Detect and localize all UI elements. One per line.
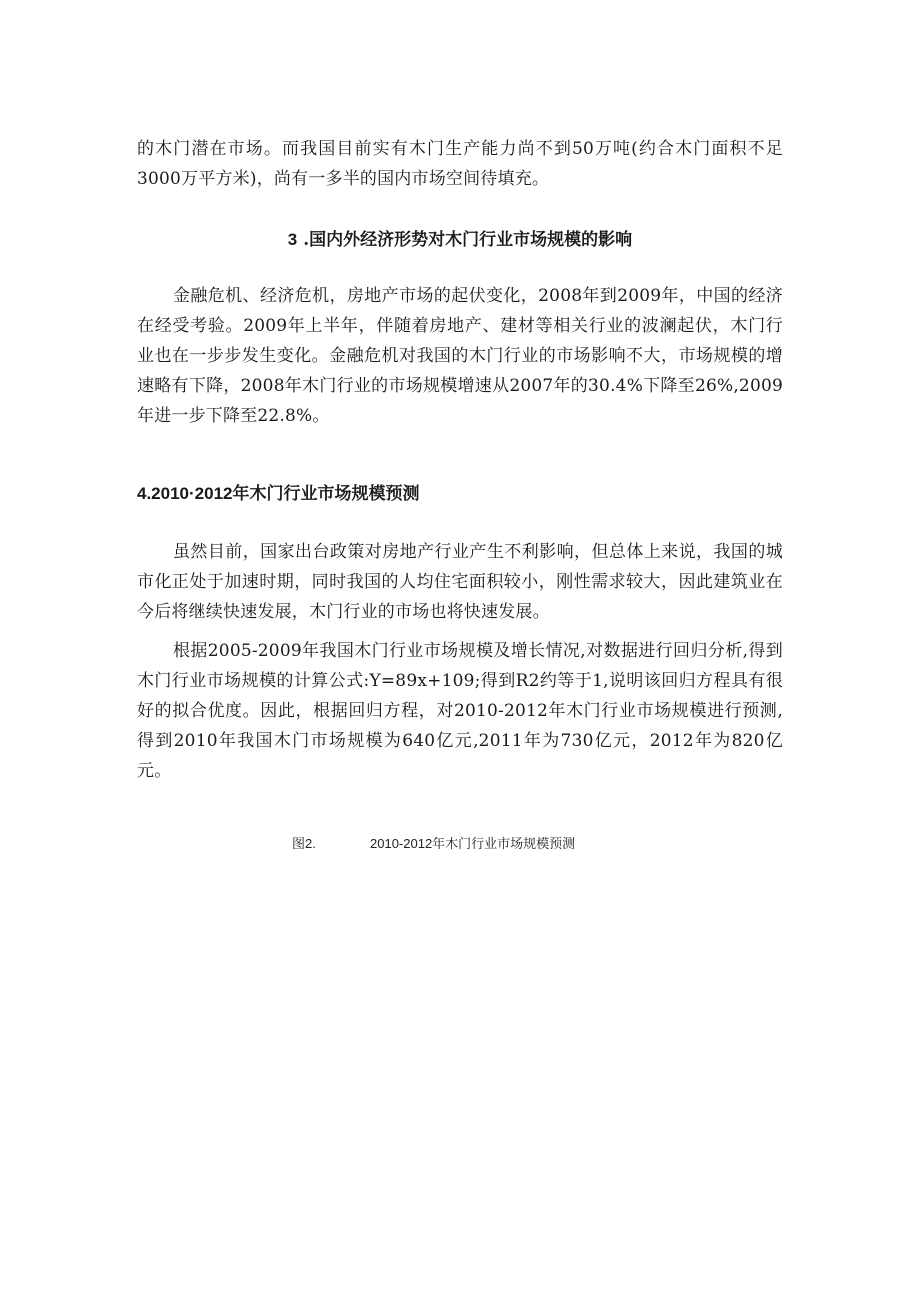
section-number-3: 3: [287, 230, 298, 249]
figure-title: 2010-2012年木门行业市场规模预测: [370, 836, 576, 851]
section-number-4: 4.2010·2012: [137, 484, 233, 503]
section-title-4: 年木门行业市场规模预测: [232, 484, 420, 504]
figure-caption: [292, 834, 575, 854]
section-title-3: .国内外经济形势对木门行业市场规模的影响: [303, 230, 633, 250]
paragraph-economic-impact: 金融危机、经济危机，房地产市场的起伏变化，2008年到2009年，中国的经济在经受考验。2009年上半年，伴随着房地产、建材等相关行业的波澜起伏，木门行业也在一步步发生变化。金融危机对我国的木门行业的市场影响不大，市场规模的增速略有下降，2008年木门行业的市场规模增速从2007年的30.4%下降至26%,2009年进一步下降至22.8%。: [137, 286, 783, 426]
section-heading-4: [137, 480, 783, 508]
paragraph-regression-forecast: 根据2005-2009年我国木门行业市场规模及增长情况,对数据进行回归分析,得到木门行业市场规模的计算公式:Y=89x+109;得到R2约等于1,说明该回归方程具有很好的拟合优度。因此，根据回归方程，对2010-2012年木门行业市场规模进行预测,得到2010年我国木门市场规模为640亿元,2011年为730亿元，2012年为820亿元。: [137, 641, 783, 781]
section-heading-3: [137, 226, 783, 254]
figure-label: 图2.: [292, 836, 316, 851]
paragraph-urbanization: 虽然目前，国家出台政策对房地产行业产生不利影响，但总体上来说，我国的城市化正处于加速时期，同时我国的人均住宅面积较小，刚性需求较大，因此建筑业在今后将继续快速发展，木门行业的市场也将快速发展。: [137, 542, 783, 622]
paragraph-market-capacity: 的木门潜在市场。而我国目前实有木门生产能力尚不到50万吨(约合木门面积不足3000万平方米)，尚有一多半的国内市场空间待填充。: [137, 139, 783, 189]
